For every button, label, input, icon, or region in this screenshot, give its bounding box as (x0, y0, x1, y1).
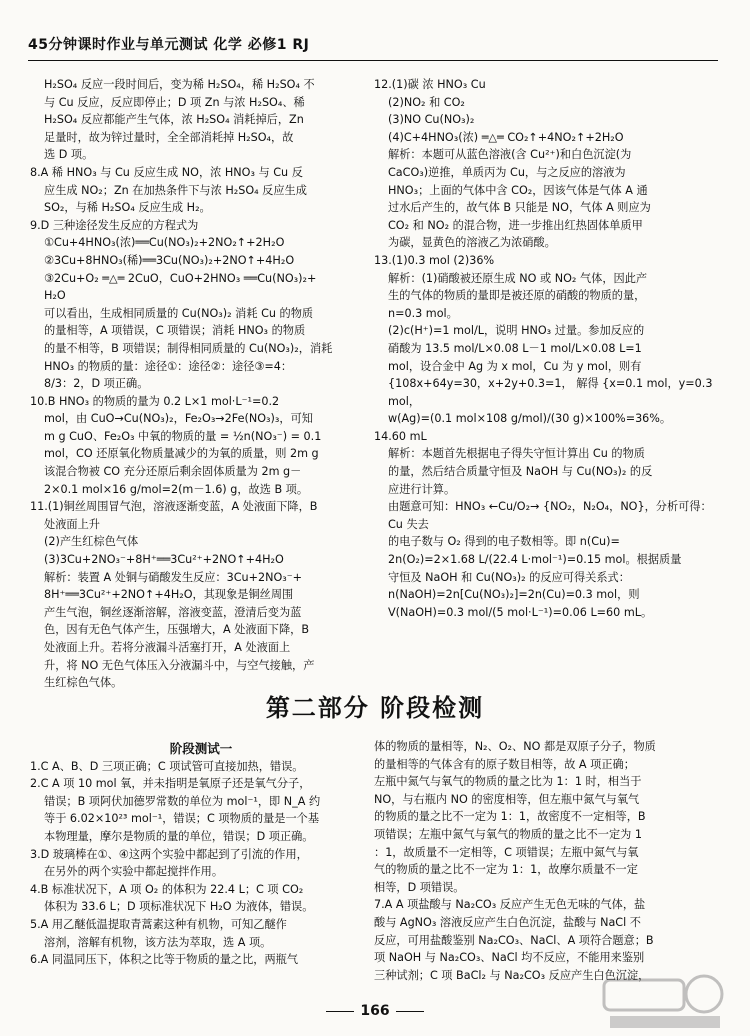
text-line: 2.C A 项 10 mol 氧，并未指明是氧原子还是氧气分子， (30, 777, 311, 791)
text-line: 产生气泡，铜丝逐渐溶解，溶液变蓝，澄清后变为蓝 (44, 605, 302, 619)
text-line: 守恒及 NaOH 和 Cu(NO₃)₂ 的反应可得关系式： (388, 570, 630, 584)
text-line: 由题意可知：HNO₃ ←Cu/O₂→ {NO₂，N₂O₄，NO}，分析可得：Cu 失去 (388, 500, 712, 531)
text-line: 8.A 稀 HNO₃ 与 Cu 反应生成 NO，浓 HNO₃ 与 Cu 反 (30, 165, 303, 179)
text-line: 升，将 NO 无色气体压入分液漏斗中，与空气接触，产 (44, 658, 315, 672)
text-line: 体的物质的量相等，N₂、O₂、NO 都是双原子分子，物质 (374, 740, 656, 753)
text-line: H₂SO₄ 反应一段时间后，变为稀 H₂SO₄，稀 H₂SO₄ 不 (44, 78, 315, 91)
text-line: (3)NO Cu(NO₃)₂ (388, 113, 475, 127)
section-subheading: 阶段测试一 (169, 741, 233, 756)
header-title: 45分钟课时作业与单元测试 化学 必修1 RJ (28, 37, 310, 53)
text-line: n(NaOH)=2n[Cu(NO₃)₂]=2n(Cu)=0.3 mol，则 (388, 588, 640, 602)
text-line: ②3Cu+8HNO₃(稀)══3Cu(NO₃)₂+2NO↑+4H₂O (44, 253, 295, 267)
text-line: 为碳，显黄色的溶液乙为浓硝酸。 (388, 236, 556, 250)
text-line: 应进行计算。 (388, 482, 456, 496)
text-line: 6.A 同温同压下，体积之比等于物质的量之比，两瓶气 (30, 953, 299, 967)
text-line: 选 D 项。 (44, 148, 94, 162)
answer-column-right-bottom (374, 738, 718, 984)
text-line: (2)产生红棕色气体 (44, 535, 139, 549)
text-line: V(NaOH)=0.3 mol/(5 mol·L⁻¹)=0.06 L=60 mL。 (388, 605, 653, 619)
text-line: {108x+64y=30，x+2y+0.3=1， 解得 {x=0.1 mol，y=0.3 mol， (388, 377, 713, 408)
page-header (28, 34, 718, 61)
text-line: 解析：装置 A 处铜与硝酸发生反应：3Cu+2NO₃⁻+ (44, 570, 303, 584)
text-line: 项 NaOH 与 Na₂CO₃、NaCl 均不反应，不能用来鉴别 (374, 951, 645, 965)
text-line: 7.A A 项盐酸与 Na₂CO₃ 反应产生无色无味的气体，盐 (374, 898, 646, 912)
text-line: ：1，故质量不一定相等，C 项错误；左瓶中氮气与氧 (374, 845, 639, 859)
text-line: 体积为 33.6 L；D 项标准状况下 H₂O 为液体，错误。 (44, 900, 314, 914)
text-line: ③2Cu+O₂ ═△═ 2CuO，CuO+2HNO₃ ══Cu(NO₃)₂+ (44, 271, 317, 285)
text-line: 项错误；左瓶中氮气与氧气的物质的量之比不一定为 1 (374, 827, 642, 841)
text-line: mol，CO 还原氧化物质量减少的为氧的质量，则 2m g (44, 447, 319, 461)
text-line: 与 Cu 反应，反应即停止；D 项 Zn 与浓 H₂SO₄、稀 (44, 95, 305, 109)
text-line: 左瓶中氮气与氧气的物质的量之比为 1：1 时，相当于 (374, 775, 642, 789)
text-line: mol，设合金中 Ag 为 x mol，Cu 为 y mol，则有 (388, 359, 642, 373)
text-line: 酸与 AgNO₃ 溶液反应产生白色沉淀，盐酸与 NaCl 不 (374, 915, 641, 929)
answer-column-left-top (30, 76, 372, 692)
text-line: 的量相等，A 项错误，C 项错误；消耗 HNO₃ 的物质 (44, 324, 306, 338)
text-line: n=0.3 mol。 (388, 306, 458, 320)
text-line: 色，因有无色气体产生，压强增大，A 处液面下降，B (44, 623, 310, 637)
text-line: 错误；B 项阿伏加德罗常数的单位为 mol⁻¹，即 N_A 约 (44, 794, 321, 808)
text-line: CaCO₃)逆推，单质丙为 Cu，与之反应的溶液为 (388, 165, 626, 179)
text-line: (2)c(H⁺)=1 mol/L，说明 HNO₃ 过量。参加反应的 (388, 324, 645, 338)
text-line: 13.(1)0.3 mol (2)36% (374, 253, 495, 267)
text-line: 的量不相等，B 项错误；制得相同质量的 Cu(NO₃)₂，消耗 (44, 341, 333, 355)
text-line: 溶剂，溶解有机物，该方法为萃取，选 A 项。 (44, 935, 272, 949)
text-line: 的物质的量之比不一定为 1：1，故密度不一定相等，B (374, 810, 646, 824)
answer-column-right-top (374, 76, 718, 621)
text-line: 9.D 三种途径发生反应的方程式为 (30, 218, 199, 232)
text-line: 11.(1)铜丝周围冒气泡，溶液逐渐变蓝，A 处液面下降，B (30, 500, 318, 514)
text-line: 8H⁺══3Cu²⁺+2NO↑+4H₂O，其现象是铜丝周围 (44, 588, 294, 602)
text-line: 可以看出，生成相同质量的 Cu(NO₃)₂ 消耗 Cu 的物质 (44, 306, 314, 320)
text-line: (4)C+4HNO₃(浓) ═△═ CO₂↑+4NO₂↑+2H₂O (388, 130, 624, 144)
text-line: 2n(O₂)=2×1.68 L/(22.4 L·mol⁻¹)=0.15 mol。根据质量 (388, 553, 682, 567)
text-line: HNO₃；上面的气体中含 CO₂，因该气体是气体 A 通 (388, 183, 648, 197)
text-line: 14.60 mL (374, 429, 427, 443)
text-line: 4.B 标准状况下，A 项 O₂ 的体积为 22.4 L；C 项 CO₂ (30, 882, 304, 896)
text-line: 该混合物被 CO 充分还原后剩余固体质量为 2m g－ (44, 465, 302, 479)
text-line: CO₂ 和 NO₂ 的混合物，进一步推出红热固体单质甲 (388, 218, 643, 232)
text-line: 应生成 NO₂；Zn 在加热条件下与浓 H₂SO₄ 反应生成 (44, 183, 307, 197)
text-line: 8/3：2，D 项正确。 (44, 377, 149, 391)
text-line: (2)NO₂ 和 CO₂ (388, 95, 465, 109)
text-line: 等于 6.02×10²³ mol⁻¹，错误；C 项物质的量是一个基 (44, 812, 320, 826)
text-line: 足量时，故为锌过量时，全全部消耗掉 H₂SO₄，故 (44, 130, 294, 144)
text-line: 10.B HNO₃ 的物质的量为 0.2 L×1 mol·L⁻¹=0.2 (30, 394, 280, 408)
text-line: 生红棕色气体。 (44, 676, 123, 690)
text-line: (3)3Cu+2NO₃⁻+8H⁺══3Cu²⁺+2NO↑+4H₂O (44, 553, 284, 567)
page-number-text: 166 (360, 1003, 390, 1019)
text-line: 解析：(1)硝酸被还原生成 NO 或 NO₂ 气体，因此产 (388, 271, 648, 285)
text-line: 三种试剂；C 项 BaCl₂ 与 Na₂CO₃ 反应产生白色沉淀， (374, 968, 650, 982)
text-line: 相等，D 项错误。 (374, 880, 465, 894)
text-line: 气的物质的量之比不一定为 1：1，故摩尔质量不一定 (374, 863, 638, 877)
text-line: 12.(1)碳 浓 HNO₃ Cu (374, 78, 486, 91)
text-line: 在另外的两个实验中都起搅拌作用。 (44, 865, 224, 879)
text-line: 1.C A、B、D 三项正确；C 项试管可直接加热，错误。 (30, 759, 304, 773)
text-line: ①Cu+4HNO₃(浓)══Cu(NO₃)₂+2NO₂↑+2H₂O (44, 236, 285, 250)
text-line: 3.D 玻璃棒在①、④这两个实验中都起到了引流的作用， (30, 847, 308, 861)
text-line: 5.A 用乙醚低温提取青蒿素这种有机物，可知乙醚作 (30, 917, 287, 931)
text-line: 解析：本题可从蓝色溶液(含 Cu²⁺)和白色沉淀(为 (388, 148, 632, 162)
text-line: H₂O (44, 289, 66, 303)
text-line: NO，与右瓶内 NO 的密度相等，但左瓶中氮气与氧气 (374, 792, 640, 806)
text-line: 的电子数与 O₂ 得到的电子数相等。即 n(Cu)= (388, 535, 620, 549)
text-line: HNO₃ 的物质的量：途径①：途径②：途径③=4： (44, 359, 293, 373)
text-line: H₂SO₄ 反应都能产生气体，浓 H₂SO₄ 消耗掉后，Zn (44, 113, 304, 127)
text-line: m g CuO、Fe₂O₃ 中氧的物质的量 = ½n(NO₃⁻) = 0.1 (44, 429, 322, 443)
text-line: w(Ag)=(0.1 mol×108 g/mol)/(30 g)×100%=36%。 (388, 412, 672, 426)
text-line: 解析：本题首先根据电子得失守恒计算出 Cu 的物质 (388, 447, 645, 461)
section-banner: 第二部分 阶段检测 (265, 693, 485, 722)
text-line: 过水后产生的，故气体 B 只能是 NO，气体 A 则应为 (388, 201, 651, 215)
text-line: 处液面上升 (44, 517, 100, 531)
text-line: 生的气体的物质的量即是被还原的硝酸的物质的量， (388, 289, 646, 303)
text-line: 硝酸为 13.5 mol/L×0.08 L－1 mol/L×0.08 L=1 (388, 341, 642, 355)
text-line: 2×0.1 mol×16 g/mol=2(m－1.6) g，故选 B 项。 (44, 482, 309, 496)
text-line: mol，由 CuO→Cu(NO₃)₂，Fe₂O₃→2Fe(NO₃)₃，可知 (44, 412, 313, 426)
watermark-logo (600, 972, 732, 1032)
text-line: SO₂，与稀 H₂SO₄ 反应生成 H₂。 (44, 201, 211, 215)
text-line: 本物理量，摩尔是物质的量的单位，错误；D 项正确。 (44, 829, 314, 843)
text-line: 处液面上升。若将分液漏斗活塞打开，A 处液面上 (44, 641, 291, 654)
text-line: 的量相等的气体含有的原子数目相等，故 A 项正确； (374, 757, 635, 771)
answer-column-left-bottom (30, 740, 372, 969)
text-line: 的量，然后结合质量守恒及 NaOH 与 Cu(NO₃)₂ 的反 (388, 465, 653, 479)
text-line: 反应，可用盐酸鉴别 Na₂CO₃、NaCl、A 项符合题意；B (374, 933, 654, 947)
